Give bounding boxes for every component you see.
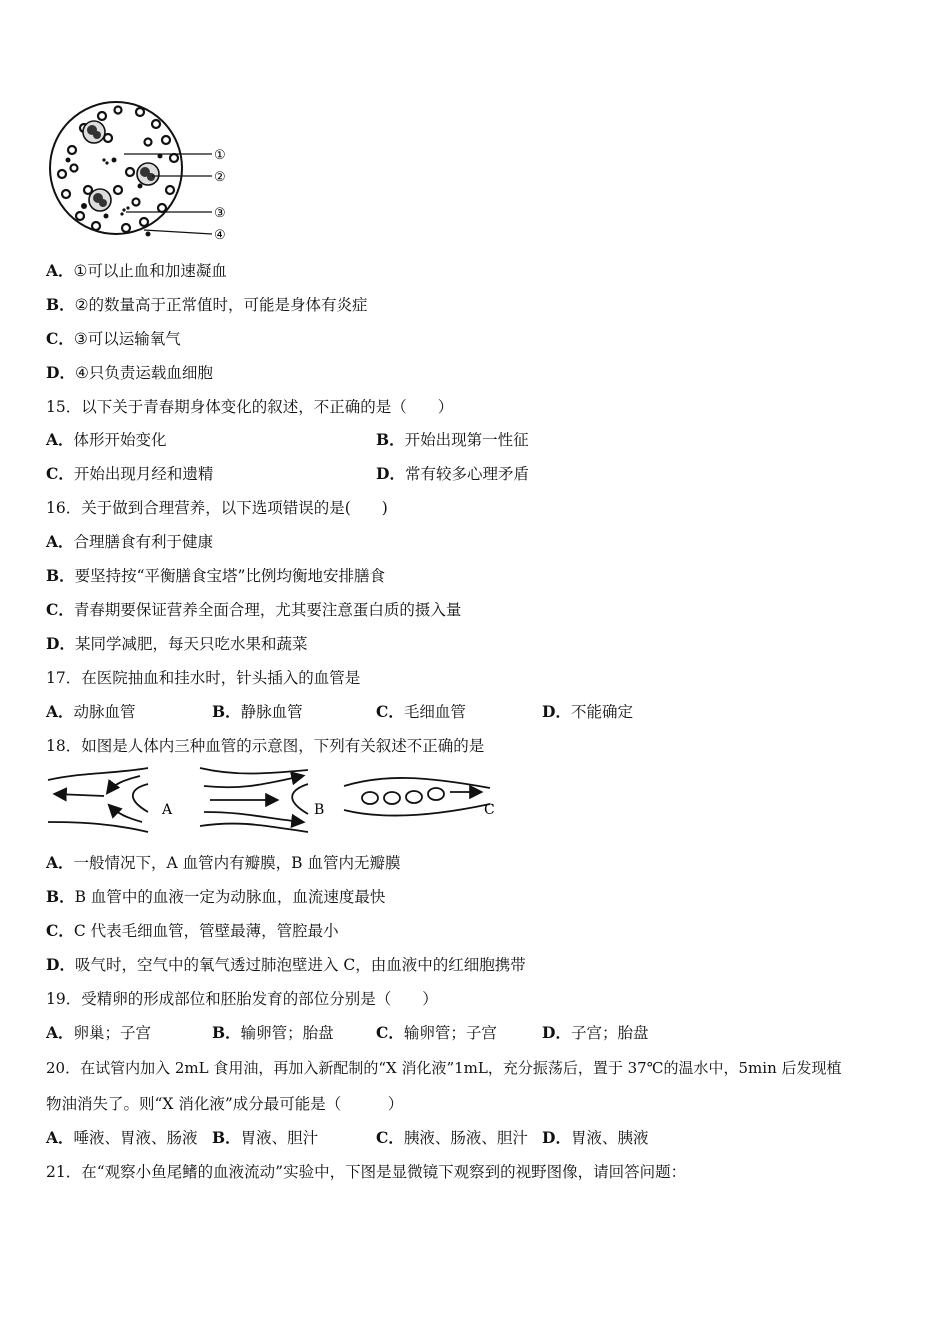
q20-stem-line2: 物油消失了。则“X 消化液”成分最可能是（ ） (46, 1095, 404, 1113)
q15-option-a: A．体形开始变化 (46, 430, 167, 449)
q21-stem: 21．在“观察小鱼尾鳍的血液流动”实验中，下图是显微镜下观察到的视野图像，请回答问题： (46, 1163, 687, 1181)
callout-3: ③ (214, 206, 226, 221)
vessel-label-a: A (162, 802, 173, 818)
q17-option-c: C．毛细血管 (376, 702, 466, 721)
q16-option-b: B．要坚持按“平衡膳食宝塔”比例均衡地安排膳食 (46, 566, 385, 585)
q15-option-d: D．常有较多心理矛盾 (376, 464, 529, 483)
q18-option-b: B．B 血管中的血液一定为动脉血，血流速度最快 (46, 887, 386, 906)
q19-option-a: A．卵巢；子宫 (46, 1023, 152, 1042)
q17-option-d: D．不能确定 (542, 702, 633, 721)
callout-1: ① (214, 148, 226, 163)
q18-option-a: A．一般情况下，A 血管内有瓣膜，B 血管内无瓣膜 (46, 853, 401, 872)
q18-stem: 18．如图是人体内三种血管的示意图，下列有关叙述不正确的是 (46, 737, 485, 755)
q20-option-d: D．胃液、胰液 (542, 1128, 649, 1147)
q14-option-b: B．②的数量高于正常值时，可能是身体有炎症 (46, 295, 368, 314)
q19-stem: 19．受精卵的形成部位和胚胎发育的部位分别是（ ） (46, 990, 438, 1008)
q17-option-a: A．动脉血管 (46, 702, 136, 721)
callout-4: ④ (214, 228, 226, 243)
q20-option-b: B．胃液、胆汁 (212, 1128, 319, 1147)
q18-option-d: D．吸气时，空气中的氧气透过肺泡壁进入 C，由血液中的红细胞携带 (46, 955, 526, 974)
q14-option-d: D．④只负责运载血细胞 (46, 363, 213, 382)
q19-option-c: C．输卵管；子宫 (376, 1023, 497, 1042)
q15-option-b: B．开始出现第一性征 (376, 430, 529, 449)
q17-stem: 17．在医院抽血和挂水时，针头插入的血管是 (46, 669, 361, 687)
callout-2: ② (214, 170, 226, 185)
q20-stem-line1: 20．在试管内加入 2mL 食用油，再加入新配制的“X 消化液”1mL，充分振荡后，置于 37℃的温水中，5min 后发现植 (46, 1059, 842, 1077)
vessel-label-c: C (484, 802, 495, 818)
q14-option-c: C．③可以运输氧气 (46, 329, 181, 348)
q19-option-d: D．子宫；胎盘 (542, 1023, 649, 1042)
blood-vessel-figure (44, 762, 504, 834)
q18-option-c: C．C 代表毛细血管，管壁最薄，管腔最小 (46, 921, 339, 940)
q20-option-a: A．唾液、胃液、肠液 (46, 1128, 198, 1147)
q19-option-b: B．输卵管；胎盘 (212, 1023, 334, 1042)
q17-option-b: B．静脉血管 (212, 702, 303, 721)
vessel-label-b: B (314, 802, 325, 818)
q14-option-a: A．①可以止血和加速凝血 (46, 261, 227, 280)
q16-option-d: D．某同学减肥，每天只吃水果和蔬菜 (46, 634, 308, 653)
q16-option-a: A．合理膳食有利于健康 (46, 532, 214, 551)
q16-stem: 16．关于做到合理营养，以下选项错误的是( ) (46, 499, 388, 517)
q20-option-c: C．胰液、肠液、胆汁 (376, 1128, 528, 1147)
blood-smear-figure (44, 98, 244, 246)
q16-option-c: C．青春期要保证营养全面合理，尤其要注意蛋白质的摄入量 (46, 600, 462, 619)
q15-option-c: C．开始出现月经和遗精 (46, 464, 214, 483)
q15-stem: 15．以下关于青春期身体变化的叙述，不正确的是（ ） (46, 398, 454, 416)
